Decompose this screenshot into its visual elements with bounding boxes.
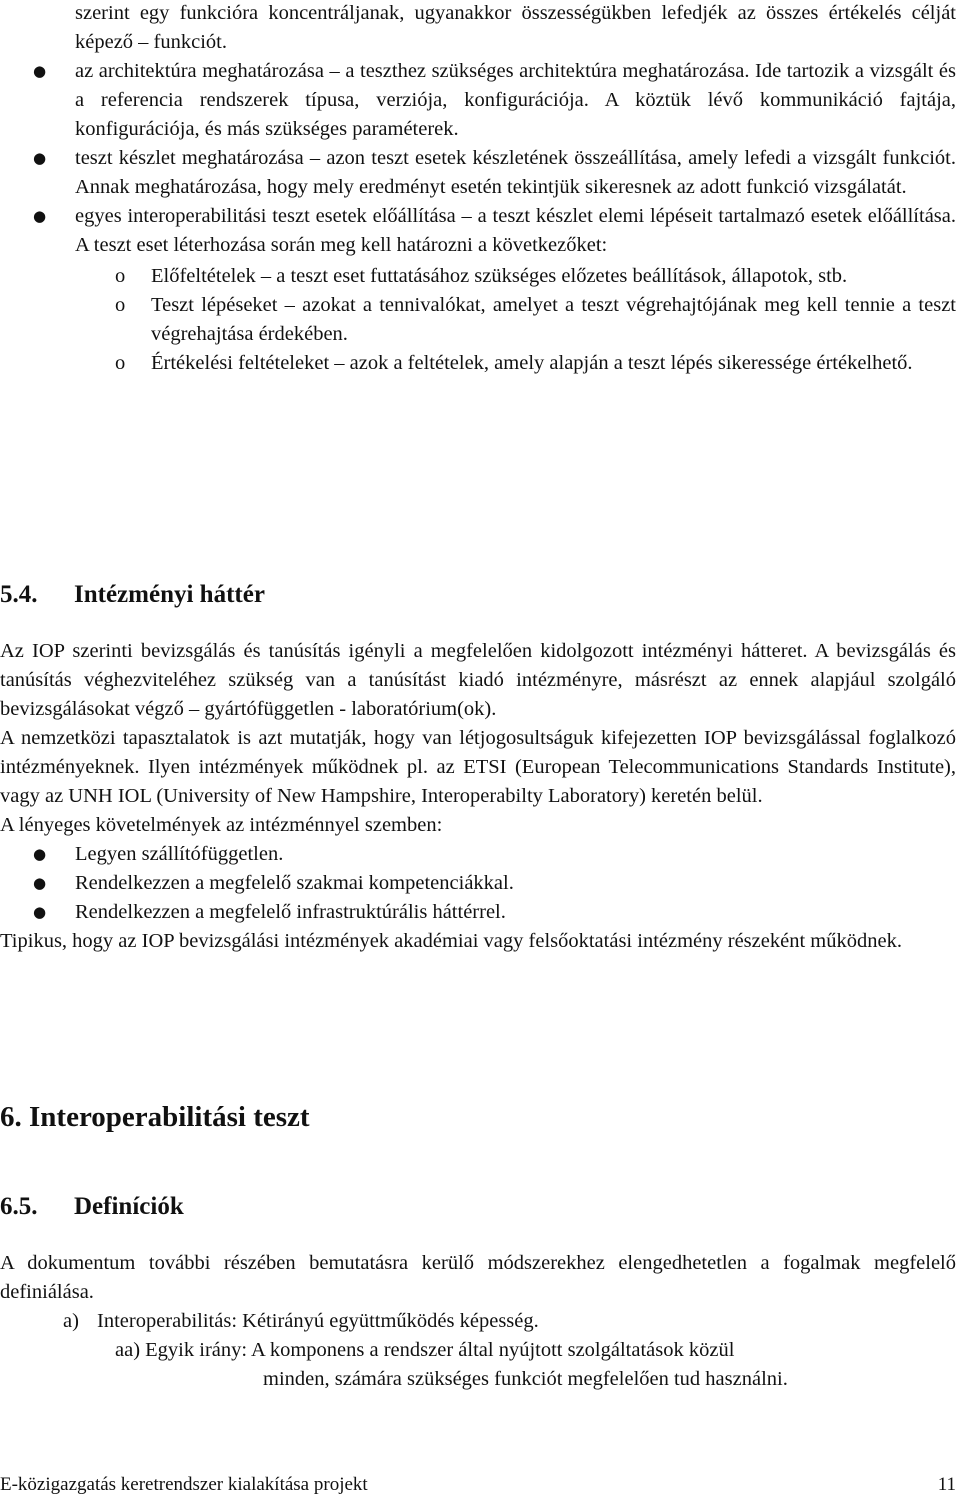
list-item: ● Rendelkezzen a megfelelő infrastruktúrális háttérrel.: [0, 898, 956, 927]
section-6-5-body: [0, 1249, 956, 1307]
paragraph: Az IOP szerinti bevizsgálás és tanúsítás igényli a megfelelően kidolgozott intézményi hátteret. A bevizsgálás és tanúsítás véghezviteléhez szükség van a tanúsítást kiadó intézményre, másrészt az ennek alapjául szolgáló bevizsgálásokat végző – gyártófüggetlen - laboratórium(ok).: [0, 640, 956, 720]
definition-item-aa: aa) Egyik irány: A komponens a rendszer által nyújtott szolgáltatások közül minden, számára szükséges funkciót megfelelően tud használni.: [115, 1339, 788, 1390]
list-item: ● egyes interoperabilitási teszt esetek előállítása – a teszt készlet elemi lépéseit tartalmazó esetek előállítása. A teszt eset léterhozása során meg kell határozni a következőket:: [0, 202, 960, 260]
bullet-icon: ●: [33, 62, 47, 80]
list-continuation: szerint egy funkcióra koncentráljanak, ugyanakkor összességükben lefedjék az összes értékelés célját képező – funkciót.: [75, 2, 956, 53]
sub-list-item: o Előfeltételek – a teszt eset futtatásához szükséges előzetes beállítások, állapotok, stb.: [0, 262, 960, 291]
paragraph: A dokumentum további részében bemutatásra kerülő módszerekhez elengedhetetlen a fogalmak megfelelő definiálása.: [0, 1252, 956, 1303]
bullet-icon: ●: [33, 207, 47, 225]
bullet-icon: ●: [33, 874, 47, 892]
sub-bullet-marker: o: [115, 265, 126, 287]
list-item: ● Rendelkezzen a megfelelő szakmai kompetenciákkal.: [0, 869, 956, 898]
sub-bullet-marker: o: [115, 352, 126, 374]
bullet-icon: ●: [33, 903, 47, 921]
bullet-icon: ●: [33, 845, 47, 863]
sub-list-item: o Teszt lépéseket – azokat a tennivalókat, amelyet a teszt végrehajtójának meg kell tennie a teszt végrehajtása érdekében.: [0, 291, 960, 349]
sub-list-item: o Értékelési feltételeket – azok a feltételek, amely alapján a teszt lépés sikeressége értékelhető.: [0, 349, 960, 378]
section-heading-6-5: 6.5. Definíciók: [0, 1193, 184, 1220]
footer-title: E-közigazgatás keretrendszer kialakítása projekt: [0, 1474, 368, 1495]
list-item: ● az architektúra meghatározása – a teszthez szükséges architektúra meghatározása. Ide tartozik a vizsgált és a referencia rendszerek típusa, verziója, konfigurációja. A köztük lévő kommunikáció fajtája, konfigurációja, és más szükséges paraméterek.: [0, 57, 960, 144]
section-5-4-body: [0, 637, 956, 956]
paragraph: Tipikus, hogy az IOP bevizsgálási intézmények akadémiai vagy felsőoktatási intézmény részeként működnek.: [0, 930, 902, 952]
list-item: ● teszt készlet meghatározása – azon teszt esetek készletének összeállítása, amely lefedi a vizsgált funkciót. Annak meghatározása, hogy mely eredményt esetén tekintjük sikeresnek az adott funkció vizsgálatát.: [0, 144, 960, 202]
bullet-icon: ●: [33, 149, 47, 167]
sub-bullet-marker: o: [115, 294, 126, 316]
chapter-heading-6: 6. Interoperabilitási teszt: [0, 1101, 310, 1133]
paragraph: A nemzetközi tapasztalatok is azt mutatják, hogy van létjogosultságuk kifejezetten IOP bevizsgálással foglalkozó intézményeknek. Ilyen intézmények működnek pl. az ETSI (European Telecommunications Standards Institute), vagy az UNH IOL (University of New Hampshire, Interoperabilty Laboratory) keretén belül.: [0, 727, 956, 807]
top-bullet-list: [0, 0, 960, 378]
definition-item-a: a) Interoperabilitás: Kétirányú együttműködés képesség.: [63, 1310, 539, 1332]
paragraph: A lényeges követelmények az intézménnyel szemben:: [0, 814, 443, 836]
list-item: ● Legyen szállítófüggetlen.: [0, 840, 956, 869]
page-number: 11: [937, 1474, 956, 1495]
section-heading-5-4: 5.4. Intézményi háttér: [0, 581, 265, 608]
